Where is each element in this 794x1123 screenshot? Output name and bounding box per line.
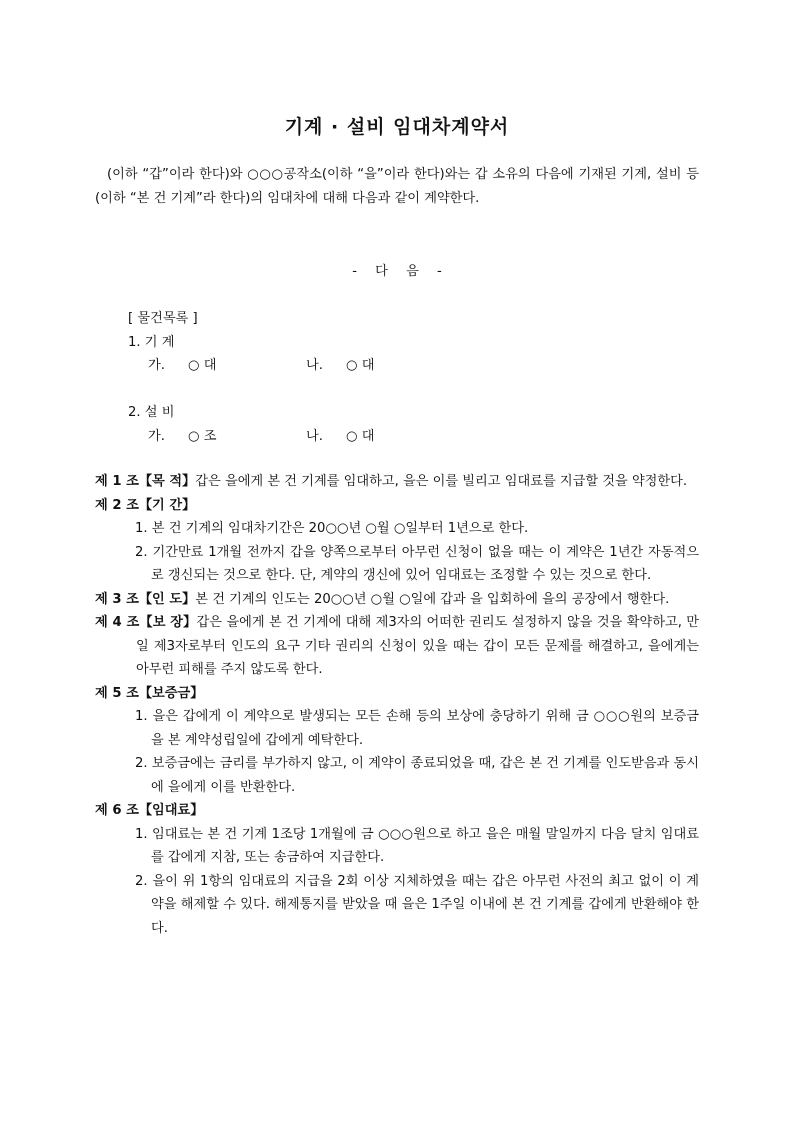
equipment-a-label: 가.: [148, 428, 165, 444]
article-3-text: 본 건 기계의 인도는 20○○년 ○월 ○일에 갑과 을 입회하에 을의 공장에서 행한다.: [195, 591, 670, 607]
article-5: [95, 682, 699, 800]
article-1-heading: 제 1 조【목 적】: [95, 474, 196, 489]
machines-b-label: 나.: [306, 358, 323, 373]
machines-label: 1. 기 계: [128, 334, 175, 350]
article-3: [95, 588, 699, 612]
article-1: [95, 470, 699, 494]
equipment-b-value: ○ 대: [346, 428, 375, 444]
machines-a-label: 가.: [148, 358, 165, 373]
section-heading: - 다 음 -: [352, 264, 442, 279]
item-list-header: [ 물건목록 ]: [128, 311, 198, 326]
article-4: [95, 611, 699, 682]
articles: [95, 470, 699, 940]
intro-paragraph: (이하 “갑”이라 한다)와 ○○○공작소(이하 “을”이라 한다)와는 갑 소유의 다음에 기재된 기계, 설비 등(이하 “본 건 기계”라 한다)의 임대차에 대해 다음과 같이 계약한다.: [95, 167, 699, 206]
article-1-text: 갑은 을에게 본 건 기계를 임대하고, 을은 이를 빌리고 임대료를 지급할 것을 약정한다.: [195, 474, 688, 489]
article-2-heading: 제 2 조【기 간】: [95, 497, 196, 513]
article-5-item-2: 2. 보증금에는 금리를 부가하지 않고, 이 계약이 종료되었을 때, 갑은 본 건 기계를 인도받음과 동시에 을에게 이를 반환한다.: [135, 756, 699, 795]
article-6-item-1: 1. 임대료는 본 건 기계 1조당 1개월에 금 ○○○원으로 하고 을은 매월 말일까지 다음 달치 임대료를 갑에게 지참, 또는 송금하여 지급한다.: [135, 826, 699, 865]
article-3-heading: 제 3 조【인 도】: [95, 591, 196, 607]
equipment-a-value: ○ 조: [188, 428, 217, 444]
article-2-item-2: 2. 기간만료 1개월 전까지 갑을 양쪽으로부터 아무런 신청이 없을 때는 이 계약은 1년간 자동적으로 갱신되는 것으로 한다. 단, 계약의 갱신에 있어 임대료는 조정할 수 있는 것으로 한다.: [135, 544, 699, 583]
article-6-item-2: 2. 을이 위 1항의 임대료의 지급을 2회 이상 지체하였을 때는 갑은 아무런 사전의 최고 없이 이 계약을 해제할 수 있다. 해제통지를 받았을 때 을은 1주일 이내에 본 건 기계를 갑에게 반환해야 한다.: [135, 873, 699, 936]
article-6-heading: 제 6 조【임대료】: [95, 803, 204, 818]
equipment-b-label: 나.: [306, 428, 323, 444]
article-4-heading: 제 4 조【보 장】: [95, 615, 197, 630]
document-title: 기계 · 설비 임대차계약서: [284, 116, 510, 138]
article-5-item-1: 1. 을은 갑에게 이 계약으로 발생되는 모든 손해 등의 보상에 충당하기 위해 금 ○○○원의 보증금을 본 계약성립일에 갑에게 예탁한다.: [135, 709, 699, 748]
article-5-heading: 제 5 조【보증금】: [95, 685, 204, 701]
machines-a-value: ○ 대: [188, 358, 217, 373]
machines-row: [128, 354, 374, 378]
article-2: [95, 494, 699, 588]
equipment-row: [128, 425, 374, 449]
article-4-text: 갑은 을에게 본 건 기계에 대해 제3자의 어떠한 권리도 설정하지 않을 것을 확약하고, 만일 제3자로부터 인도의 요구 기타 권리의 신청이 있을 때는 갑이 모든 문제를 해결하고, 을에게는 아무런 피해를 주지 않도록 한다.: [136, 615, 699, 677]
article-2-item-1: 1. 본 건 기계의 임대차기간은 20○○년 ○월 ○일부터 1년으로 한다.: [135, 521, 529, 536]
machines-b-value: ○ 대: [346, 358, 375, 373]
article-6: [95, 799, 699, 940]
equipment-label: 2. 설 비: [128, 405, 175, 420]
item-list: [128, 307, 374, 448]
